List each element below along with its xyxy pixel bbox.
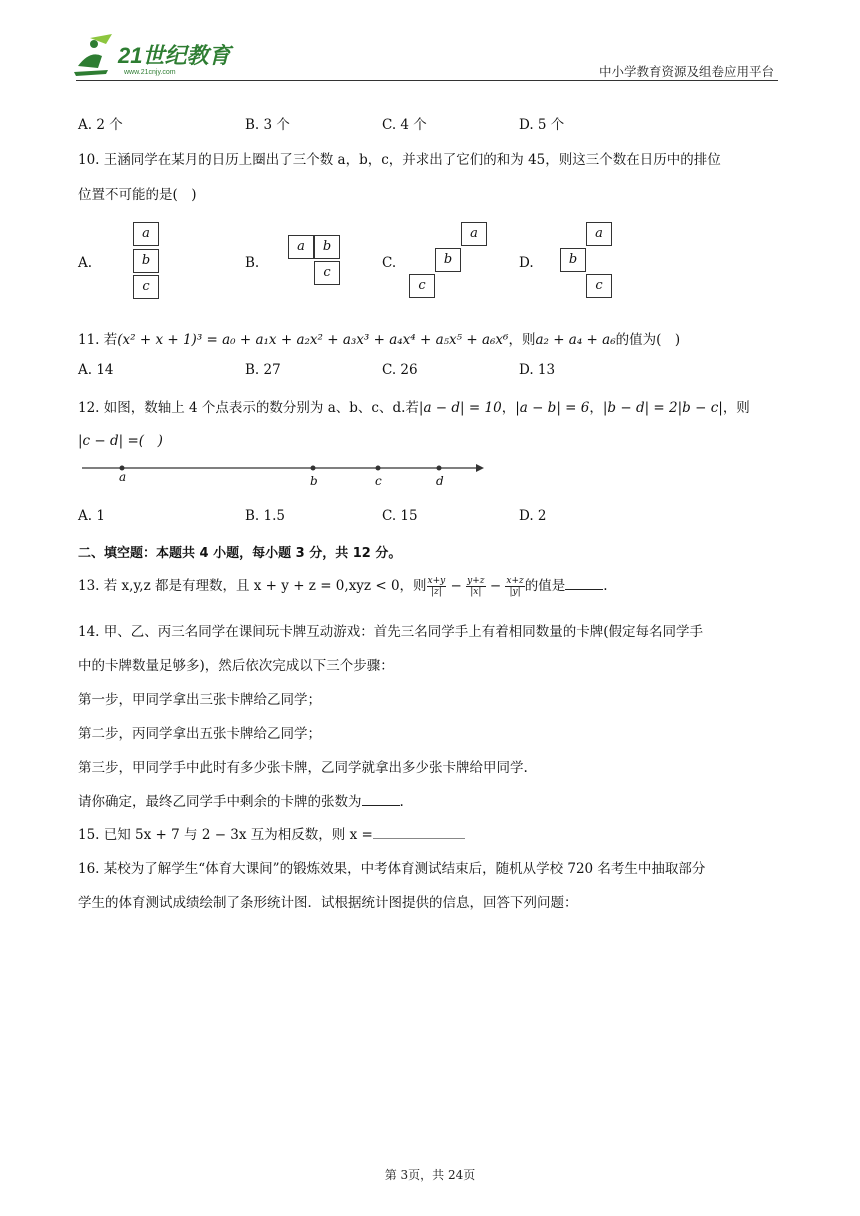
q9-option-d: D. 5 个: [519, 117, 565, 133]
q16-line2: 学生的体育测试成绩绘制了条形统计图．试根据统计图提供的信息，回答下列问题：: [78, 895, 578, 911]
cell-c: c: [409, 274, 435, 298]
cell-a: a: [133, 222, 159, 246]
minus-sign: −: [489, 578, 502, 594]
frac-numerator: x+y: [427, 576, 446, 586]
frac-denominator: |z|: [430, 587, 442, 597]
q10-label-b: B.: [245, 255, 260, 271]
q9-option-a: A. 2 个: [78, 117, 123, 133]
section-2-mid2: 分，共: [304, 546, 353, 561]
q11-prefix: 11. 若: [78, 332, 118, 348]
q12-sep-2: ，: [589, 400, 603, 416]
section-2-n2: 3: [295, 546, 305, 561]
q13-answer-blank[interactable]: [565, 577, 603, 590]
q14-line2: 中的卡牌数量足够多)，然后依次完成以下三个步骤：: [78, 658, 394, 674]
cell-c: c: [586, 274, 612, 298]
q13-suffix: 的值是: [524, 578, 566, 594]
cell-b: b: [314, 235, 340, 259]
cell-a: a: [288, 235, 314, 259]
q12-point-c: c: [375, 474, 382, 488]
minus-sign: −: [450, 578, 462, 594]
section-2-n3: 12: [352, 546, 371, 561]
q13-frac-1: [427, 576, 447, 597]
q14-line6-prefix: 请你确定，最终乙同学手中剩余的卡牌的张数为: [78, 794, 362, 810]
frac-numerator: x+z: [506, 576, 524, 586]
q12-point-b: b: [310, 474, 318, 488]
q14-line3: 第一步，甲同学拿出三张卡牌给乙同学；: [78, 692, 321, 708]
cell-b: b: [435, 248, 461, 272]
cell-b: b: [560, 248, 586, 272]
header-divider: [76, 80, 778, 81]
section-2-prefix: 二、填空题：本题共: [78, 546, 200, 561]
q12-eq-2: |a − b| = 6: [515, 400, 590, 416]
q11-suffix: 的值为( ): [615, 332, 681, 348]
cell-b: b: [133, 249, 159, 273]
q11-option-c: C. 26: [382, 362, 418, 378]
q14-line4: 第二步，丙同学拿出五张卡牌给乙同学；: [78, 726, 321, 742]
q12-eq-1: |a − d| = 10: [418, 400, 502, 416]
q12-number-line: [80, 458, 490, 488]
q15-answer-blank[interactable]: [373, 826, 465, 839]
q9-option-c: C. 4 个: [382, 117, 427, 133]
q12-option-c: C. 15: [382, 508, 418, 524]
q12-text-a: 12. 如图，数轴上 4 个点表示的数分别为 a、b、c、d.若: [78, 400, 419, 416]
frac-denominator: |y|: [509, 587, 521, 597]
q13-frac-2: [466, 576, 485, 597]
svg-text:21世纪教育: 21世纪教育: [118, 43, 231, 68]
q13-frac-3: [505, 576, 524, 597]
q11-option-a: A. 14: [78, 362, 114, 378]
cell-c: c: [133, 275, 159, 299]
q11-stem: [78, 328, 680, 348]
q9-option-b: B. 3 个: [245, 117, 290, 133]
number-line-graphic: [80, 458, 490, 488]
page-footer: 第 3页，共 24页: [384, 1168, 476, 1182]
q14-answer-blank[interactable]: [362, 793, 400, 806]
section-2-suffix: 分。: [370, 546, 402, 561]
q12-stem-line2: |c − d| =( ): [78, 433, 163, 449]
q14-line6: [78, 790, 404, 810]
cell-a: a: [586, 222, 612, 246]
q12-stem-line1: [78, 396, 750, 416]
q10-stem-line2: 位置不可能的是( ): [78, 187, 197, 203]
q12-text-g: ，则: [722, 400, 750, 416]
q14-line6-end: .: [399, 794, 404, 810]
cell-c: c: [314, 261, 340, 285]
q12-sep-1: ，: [501, 400, 516, 416]
q11-option-d: D. 13: [519, 362, 556, 378]
q13-prefix: 13. 若 x,y,z 都是有理数，且 x + y + z = 0,xyz < 0，则: [78, 578, 427, 594]
q12-option-b: B. 1.5: [245, 508, 285, 524]
frac-denominator: |x|: [470, 587, 482, 597]
section-2-n1: 4: [199, 546, 209, 561]
q14-line5: 第三步，甲同学手中此时有多少张卡牌，乙同学就拿出多少张卡牌给甲同学.: [78, 760, 528, 776]
q11-option-b: B. 27: [245, 362, 281, 378]
q11-equation: (x² + x + 1)³ = a₀ + a₁x + a₂x² + a₃x³ + a₄x⁴ + a₅x⁵ + a₆x⁶: [117, 332, 509, 348]
q14-line1: 14. 甲、乙、丙三名同学在课间玩卡牌互动游戏：首先三名同学手上有着相同数量的卡牌(假定每名同学手: [78, 624, 704, 640]
cell-a: a: [461, 222, 487, 246]
frac-numerator: y+z: [467, 576, 485, 586]
header-platform-text: 中小学教育资源及组卷应用平台: [598, 64, 774, 79]
q11-ask: a₂ + a₄ + a₆: [535, 332, 616, 348]
q13-end: .: [603, 578, 608, 594]
q12-option-a: A. 1: [78, 508, 105, 524]
q15-prefix: 15. 已知 5x + 7 与 2 − 3x 互为相反数，则 x =: [78, 827, 373, 843]
site-logo: [72, 30, 252, 80]
q15-stem: [78, 823, 465, 843]
section-2-heading: [78, 542, 401, 561]
q16-line1: 16. 某校为了解学生“体育大课间”的锻炼效果，中考体育测试结束后，随机从学校 720 名考生中抽取部分: [78, 861, 706, 877]
q10-label-c: C.: [382, 255, 397, 271]
q12-point-d: d: [436, 474, 444, 488]
q10-stem-line1: 10. 王涵同学在某月的日历上圈出了三个数 a，b，c，并求出了它们的和为 45，则这三个数在日历中的排位: [78, 152, 721, 168]
svg-text:www.21cnjy.com: www.21cnjy.com: [124, 69, 176, 76]
q10-label-d: D.: [519, 255, 534, 271]
logo-graphic: [72, 30, 252, 80]
q11-mid: ，则: [508, 332, 536, 348]
q12-point-a: a: [119, 470, 127, 484]
q13-stem: [78, 574, 608, 597]
q12-eq-3: |b − d| = 2|b − c|: [602, 400, 723, 416]
section-2-mid1: 小题，每小题: [208, 546, 296, 561]
q12-option-d: D. 2: [519, 508, 547, 524]
q10-label-a: A.: [78, 255, 93, 271]
